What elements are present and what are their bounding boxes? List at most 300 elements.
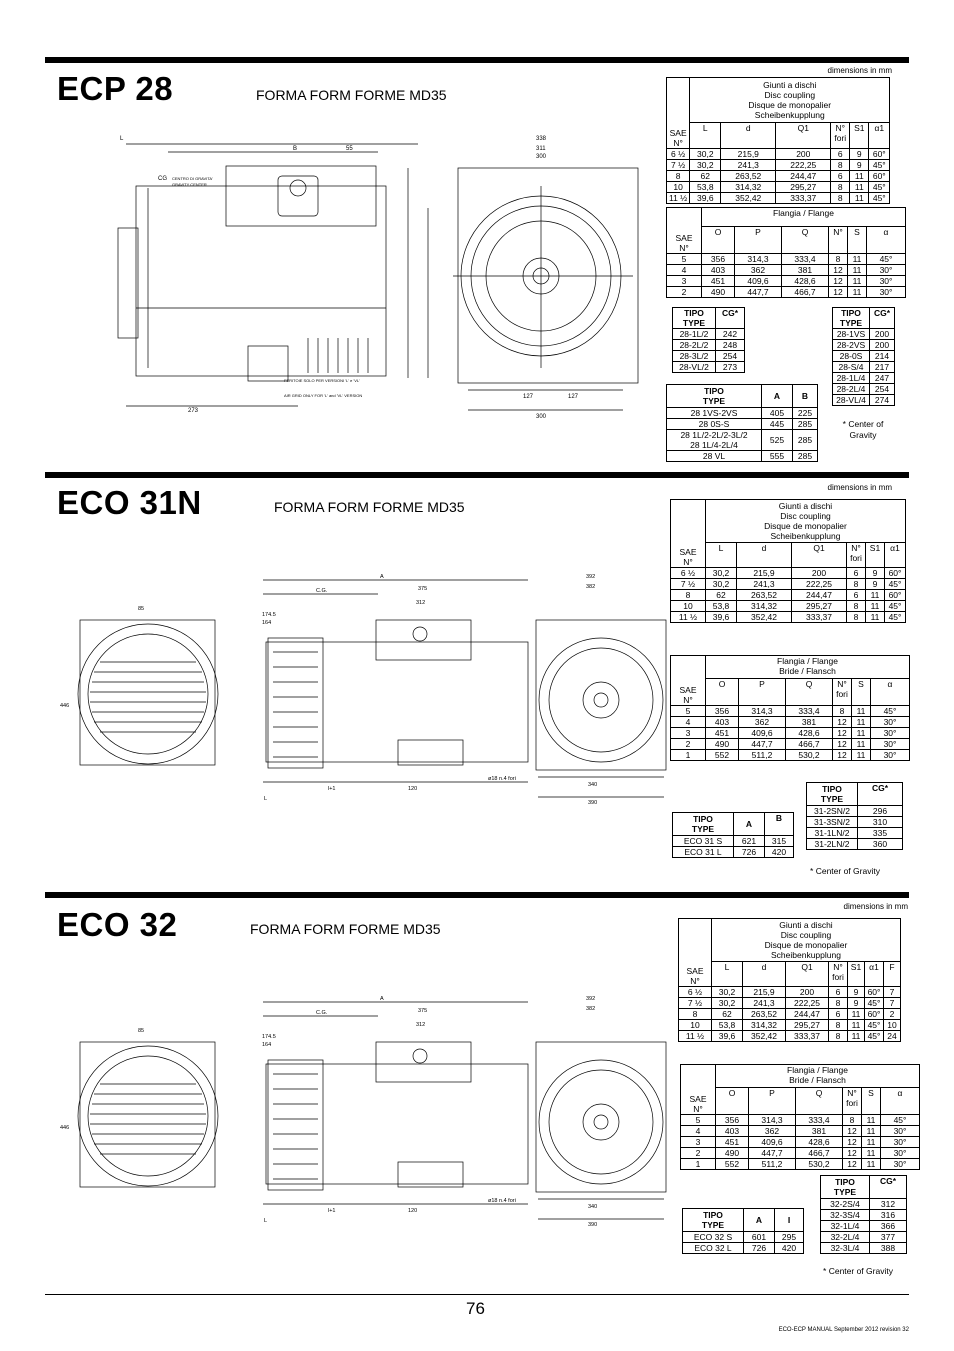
table-cell: 11: [848, 1031, 865, 1042]
table-cell: 451: [716, 1137, 749, 1148]
svg-text:340: 340: [588, 1204, 598, 1210]
table-cell: 314,32: [743, 1020, 786, 1031]
footer-divider: [45, 1294, 909, 1295]
table-row: [671, 739, 910, 750]
table-cell: 8: [679, 1009, 712, 1020]
table-cell: 409,6: [749, 1137, 796, 1148]
table-row: [671, 612, 906, 623]
table-row: [833, 329, 895, 340]
eco32-coupling-table: SAE N° Giunti a dischi Disc coupling Disque de monopalier Scheibenkupplung L d Q1 N° fori S1 α1 F 6 ½ 30,2 215,9 200 6 9 60° 7 7 ½ 30,2 241,3 222,25 8 9 45° 7 8 62 263,52 244,47 6 11 60° 2 10 53,8 314,32 295,27 8 11 45° 10 11 ½ 39,6 352,42 333,37 8 11 45° 24: [678, 918, 901, 1042]
table-row: [667, 430, 818, 451]
eco32-flange-table: SAE N° Flangia / Flange Bride / Flansch O P Q N° fori S α 5 356 314,3 333,4 8 11 45° 4 403 362 381 12 11 30° 3 451 409,6 428,6 12 11 30° 2 490 447,7 466,7 12 11 30° 1 552 511,2 530,2 12 11 30°: [680, 1064, 920, 1170]
table-row: [679, 1031, 901, 1042]
eco31n-cg-note: * Center of Gravity: [810, 866, 880, 876]
table-cell: 28-VL/4: [833, 395, 870, 406]
table-cell: 60°: [869, 149, 890, 160]
table-cell: 28-2L/2: [673, 340, 716, 351]
table-row: [667, 451, 818, 462]
table-cell: 511,2: [739, 750, 786, 761]
table-cell: 32-2L/4: [821, 1232, 870, 1243]
table-row: [681, 1137, 920, 1148]
table-cell: 39,6: [706, 612, 737, 623]
table-row: [673, 340, 745, 351]
table-cell: 12: [829, 265, 848, 276]
table-cell: 11: [852, 728, 871, 739]
section-divider: [45, 57, 909, 63]
table-cell: 447,7: [749, 1148, 796, 1159]
table-cell: 8: [847, 601, 866, 612]
column-header: SAE N°: [686, 966, 704, 986]
table-cell: 222,25: [792, 579, 847, 590]
svg-text:311: 311: [536, 146, 546, 152]
table-cell: 285: [793, 419, 818, 430]
table-cell: 356: [716, 1115, 749, 1126]
table-cell: 11: [848, 254, 867, 265]
ecp28-cg-table-left: TIPO TYPE CG* 28-1L/2 242 28-2L/2 248 28-3L/2 254 28-VL/2 273: [672, 307, 745, 373]
table-cell: 428,6: [796, 1137, 843, 1148]
table-row: [821, 1210, 907, 1221]
ecp28-ab-table: TIPO TYPE A B 28 1VS-2VS 405 225 28 0S-S 445 285 28 1L/2-2L/2-3L/2 28 1L/4-2L/4 525 285 28 VL 555 285: [666, 384, 818, 462]
section-divider: [45, 472, 909, 478]
table-cell: 7: [884, 998, 901, 1009]
table-cell: 11: [850, 182, 869, 193]
eco32-dimensions-note: dimensions in mm: [843, 902, 908, 911]
table-cell: 1: [681, 1159, 716, 1170]
table-cell: 39,6: [712, 1031, 743, 1042]
table-cell: 30°: [881, 1137, 920, 1148]
table-cell: 200: [786, 987, 829, 998]
table-cell: 62: [690, 171, 721, 182]
table-cell: 5: [667, 254, 702, 265]
table-cell: 403: [706, 717, 739, 728]
table-cell: 30°: [871, 750, 910, 761]
table-cell: 45°: [869, 182, 890, 193]
table-cell: 428,6: [786, 728, 833, 739]
svg-text:CG: CG: [158, 176, 167, 182]
svg-text:C.G.: C.G.: [316, 1010, 328, 1016]
table-cell: 45°: [869, 160, 890, 171]
table-cell: 30,2: [690, 149, 721, 160]
table-cell: 12: [843, 1126, 862, 1137]
eco31n-forma: FORMA FORM FORME MD35: [274, 499, 465, 515]
table-row: [681, 1126, 920, 1137]
table-cell: 12: [833, 739, 852, 750]
table-row: [683, 1243, 804, 1254]
table-cell: 214: [870, 351, 895, 362]
table-row: [821, 1243, 907, 1254]
svg-text:GRAVITY CENTER: GRAVITY CENTER: [172, 182, 207, 187]
table-cell: 6: [847, 568, 866, 579]
table-cell: 30,2: [712, 998, 743, 1009]
table-cell: 28-1L/2: [673, 329, 716, 340]
svg-text:L: L: [264, 796, 268, 802]
table-cell: 30,2: [706, 568, 737, 579]
manual-revision: ECO-ECP MANUAL September 2012 revision 32: [778, 1327, 909, 1333]
table-cell: 362: [739, 717, 786, 728]
table-cell: 217: [870, 362, 895, 373]
table-cell: 32-3L/4: [821, 1243, 870, 1254]
eco32-ab-table: TIPO TYPE A I ECO 32 S 601 295 ECO 32 L 726 420: [682, 1208, 804, 1254]
table-cell: 8: [667, 171, 690, 182]
svg-text:312: 312: [416, 600, 426, 606]
table-cell: 11: [848, 265, 867, 276]
coupling-header: Giunti a dischi Disc coupling Disque de monopalier Scheibenkupplung: [712, 919, 901, 962]
table-cell: 10: [679, 1020, 712, 1031]
table-cell: 200: [870, 340, 895, 351]
table-cell: 12: [843, 1159, 862, 1170]
table-cell: 445: [762, 419, 793, 430]
table-cell: 31-3SN/2: [807, 817, 858, 828]
table-cell: 215,9: [721, 149, 776, 160]
svg-text:120: 120: [408, 786, 418, 792]
table-cell: 28-0S: [833, 351, 870, 362]
svg-text:382: 382: [586, 584, 596, 590]
table-cell: 466,7: [782, 287, 829, 298]
svg-text:375: 375: [418, 1008, 428, 1014]
table-cell: 726: [744, 1243, 775, 1254]
table-cell: 60°: [869, 171, 890, 182]
table-cell: 333,37: [786, 1031, 829, 1042]
table-cell: 30°: [867, 265, 906, 276]
svg-text:l+1: l+1: [328, 1208, 336, 1214]
table-cell: 11: [852, 706, 871, 717]
table-cell: 403: [702, 265, 735, 276]
eco32-cg-note: * Center of Gravity: [823, 1266, 893, 1276]
flange-header: Flangia / Flange Bride / Flansch: [706, 656, 910, 679]
table-row: [671, 750, 910, 761]
svg-text:338: 338: [536, 136, 547, 142]
ecp28-dimensions-note: dimensions in mm: [827, 66, 892, 75]
table-cell: ECO 32 L: [683, 1243, 744, 1254]
table-row: [673, 329, 745, 340]
table-cell: 28 1L/2-2L/2-3L/2 28 1L/4-2L/4: [667, 430, 762, 451]
table-cell: 310: [858, 817, 903, 828]
coupling-header: Giunti a dischi Disc coupling Disque de monopalier Scheibenkupplung: [706, 500, 906, 543]
page-number: 76: [466, 1299, 485, 1318]
ecp28-flange-table: SAE N° Flangia / Flange O P Q N° S α 5 356 314,3 333,4 8 11 45° 4 403 362 381 12 11 30° 3 451 409,6 428,6 12 11 30° 2 490 447,7 466,7 12 11 30°: [666, 207, 906, 298]
table-cell: 295,27: [786, 1020, 829, 1031]
table-cell: 244,47: [776, 171, 831, 182]
table-cell: 295: [775, 1232, 804, 1243]
table-row: [833, 395, 895, 406]
table-cell: 4: [671, 717, 706, 728]
table-cell: 30°: [871, 739, 910, 750]
table-cell: 7 ½: [667, 160, 690, 171]
table-cell: 10: [671, 601, 706, 612]
table-cell: 241,3: [743, 998, 786, 1009]
table-cell: 28-2VS: [833, 340, 870, 351]
table-cell: 263,52: [737, 590, 792, 601]
table-cell: 8: [847, 612, 866, 623]
table-cell: 3: [667, 276, 702, 287]
table-row: [671, 568, 906, 579]
table-cell: 428,6: [782, 276, 829, 287]
svg-text:273: 273: [188, 408, 199, 414]
table-cell: 314,32: [737, 601, 792, 612]
table-cell: 6 ½: [671, 568, 706, 579]
eco31n-dimensions-note: dimensions in mm: [827, 483, 892, 492]
table-cell: 62: [712, 1009, 743, 1020]
table-cell: 60°: [885, 590, 906, 601]
table-cell: 11: [850, 171, 869, 182]
table-cell: 9: [866, 579, 885, 590]
table-cell: 263,52: [721, 171, 776, 182]
table-row: [679, 987, 901, 998]
table-cell: 315: [765, 836, 794, 847]
svg-text:120: 120: [408, 1208, 418, 1214]
table-cell: 45°: [865, 1031, 884, 1042]
table-row: [667, 265, 906, 276]
svg-text:L: L: [120, 136, 124, 142]
table-cell: 335: [858, 828, 903, 839]
table-cell: 333,4: [782, 254, 829, 265]
table-cell: 30,2: [706, 579, 737, 590]
table-row: [673, 847, 794, 858]
table-cell: 11: [852, 739, 871, 750]
svg-text:392: 392: [586, 574, 596, 580]
table-cell: 28 VL: [667, 451, 762, 462]
table-cell: 360: [858, 839, 903, 850]
table-cell: 241,3: [737, 579, 792, 590]
table-cell: ECO 31 S: [673, 836, 734, 847]
table-row: [807, 828, 903, 839]
table-cell: 10: [667, 182, 690, 193]
table-cell: 11: [848, 1009, 865, 1020]
table-cell: 8: [831, 160, 850, 171]
table-cell: 11: [866, 612, 885, 623]
table-cell: 552: [706, 750, 739, 761]
table-row: [683, 1232, 804, 1243]
table-cell: 4: [667, 265, 702, 276]
eco31n-cg-table: TIPO TYPE CG* 31-2SN/2 296 31-3SN/2 310 31-1LN/2 335 31-2LN/2 360: [806, 782, 903, 850]
column-header: SAE N°: [679, 547, 697, 567]
table-cell: 490: [716, 1148, 749, 1159]
eco31n-flange-table: SAE N° Flangia / Flange Bride / Flansch O P Q N° fori S α 5 356 314,3 333,4 8 11 45° 4 403 362 381 12 11 30° 3 451 409,6 428,6 12 11 30° 2 490 447,7 466,7 12 11 30° 1 552 511,2 530,2 12 11 30°: [670, 655, 910, 761]
svg-text:174.5: 174.5: [262, 612, 276, 618]
ecp28-technical-drawing: [108, 128, 663, 420]
table-cell: 30,2: [712, 987, 743, 998]
table-cell: 314,3: [739, 706, 786, 717]
table-cell: 30°: [867, 287, 906, 298]
table-cell: 381: [782, 265, 829, 276]
table-row: [833, 351, 895, 362]
table-row: [667, 160, 890, 171]
svg-text:l+1: l+1: [328, 786, 336, 792]
table-row: [673, 351, 745, 362]
table-cell: 8: [831, 182, 850, 193]
table-cell: 10: [884, 1020, 901, 1031]
table-cell: 30°: [867, 276, 906, 287]
table-cell: 466,7: [786, 739, 833, 750]
svg-text:C.G.: C.G.: [316, 588, 328, 594]
table-cell: 409,6: [735, 276, 782, 287]
table-row: [807, 817, 903, 828]
table-cell: 53,8: [712, 1020, 743, 1031]
table-cell: 2: [671, 739, 706, 750]
table-row: [667, 193, 890, 204]
table-cell: 8: [833, 706, 852, 717]
table-row: [807, 839, 903, 850]
column-header: SAE N°: [689, 1094, 707, 1114]
table-cell: 11: [862, 1126, 881, 1137]
table-cell: 11: [866, 601, 885, 612]
table-cell: 8: [847, 579, 866, 590]
table-cell: 381: [796, 1126, 843, 1137]
table-row: [671, 728, 910, 739]
table-cell: 314,3: [749, 1115, 796, 1126]
table-cell: 333,4: [786, 706, 833, 717]
table-cell: 1: [671, 750, 706, 761]
table-cell: 333,4: [796, 1115, 843, 1126]
eco32-title: ECO 32: [57, 906, 178, 943]
table-cell: 200: [792, 568, 847, 579]
table-cell: 447,7: [735, 287, 782, 298]
svg-text:164: 164: [262, 620, 272, 626]
table-cell: 60°: [885, 568, 906, 579]
table-cell: 273: [716, 362, 745, 373]
svg-text:55: 55: [346, 146, 353, 152]
table-cell: 11 ½: [671, 612, 706, 623]
table-cell: 9: [850, 160, 869, 171]
table-row: [681, 1159, 920, 1170]
table-cell: 11: [862, 1137, 881, 1148]
table-cell: 12: [829, 276, 848, 287]
table-cell: 247: [870, 373, 895, 384]
table-cell: 28-S/4: [833, 362, 870, 373]
table-cell: 451: [702, 276, 735, 287]
eco31n-technical-drawing: [58, 572, 668, 807]
flange-header: Flangia / Flange Bride / Flansch: [716, 1065, 920, 1088]
table-cell: 45°: [869, 193, 890, 204]
table-row: [681, 1148, 920, 1159]
table-cell: 53,8: [706, 601, 737, 612]
column-header: SAE N°: [669, 128, 687, 148]
eco31n-ab-table: TIPO TYPE A B ECO 31 S 621 315 ECO 31 L 726 420: [672, 812, 794, 858]
table-row: [833, 340, 895, 351]
table-cell: 8: [829, 998, 848, 1009]
table-cell: 352,42: [721, 193, 776, 204]
coupling-header: Giunti a dischi Disc coupling Disque de monopalier Scheibenkupplung: [690, 78, 890, 123]
table-cell: 511,2: [749, 1159, 796, 1170]
table-cell: 8: [843, 1115, 862, 1126]
svg-text:390: 390: [588, 1222, 598, 1228]
eco32-cg-table: TIPO TYPE CG* 32-2S/4 312 32-3S/4 316 32-1L/4 366 32-2L/4 377 32-3L/4 388: [820, 1175, 907, 1254]
table-cell: 362: [749, 1126, 796, 1137]
table-cell: 11: [848, 276, 867, 287]
table-cell: 8: [831, 193, 850, 204]
svg-text:446: 446: [60, 1125, 70, 1131]
table-cell: 244,47: [786, 1009, 829, 1020]
svg-text:127: 127: [523, 394, 534, 400]
table-cell: 530,2: [796, 1159, 843, 1170]
table-cell: 6: [829, 987, 848, 998]
svg-text:382: 382: [586, 1006, 596, 1012]
table-cell: 6: [831, 171, 850, 182]
table-cell: 242: [716, 329, 745, 340]
table-row: [671, 579, 906, 590]
table-cell: 8: [829, 1020, 848, 1031]
svg-text:174.5: 174.5: [262, 1034, 276, 1040]
table-cell: 225: [793, 408, 818, 419]
table-cell: 7: [884, 987, 901, 998]
svg-text:300: 300: [536, 414, 547, 420]
table-cell: 525: [762, 430, 793, 451]
table-cell: 28-3L/2: [673, 351, 716, 362]
svg-text:L: L: [264, 1218, 268, 1224]
table-row: [821, 1232, 907, 1243]
table-cell: 8: [671, 590, 706, 601]
table-cell: 248: [716, 340, 745, 351]
table-cell: 31-2LN/2: [807, 839, 858, 850]
table-cell: 7 ½: [671, 579, 706, 590]
table-cell: 356: [706, 706, 739, 717]
table-cell: 2: [681, 1148, 716, 1159]
table-cell: 222,25: [776, 160, 831, 171]
table-cell: 405: [762, 408, 793, 419]
table-cell: 11: [848, 1020, 865, 1031]
eco31n-coupling-table: SAE N° Giunti a dischi Disc coupling Disque de monopalier Scheibenkupplung L d Q1 N° fori S1 α1 6 ½ 30,2 215,9 200 6 9 60° 7 ½ 30,2 241,3 222,25 8 9 45° 8 62 263,52 244,47 6 11 60° 10 53,8 314,32 295,27 8 11 45° 11 ½ 39,6 352,42 333,37 8 11 45°: [670, 499, 906, 623]
table-row: [671, 706, 910, 717]
table-cell: 490: [702, 287, 735, 298]
table-cell: 11: [850, 193, 869, 204]
section-divider: [45, 892, 909, 898]
table-cell: 621: [734, 836, 765, 847]
svg-text:300: 300: [536, 154, 547, 160]
table-cell: 274: [870, 395, 895, 406]
table-cell: 601: [744, 1232, 775, 1243]
table-cell: 12: [843, 1148, 862, 1159]
table-cell: 45°: [865, 1020, 884, 1031]
table-cell: 466,7: [796, 1148, 843, 1159]
table-row: [679, 1009, 901, 1020]
ecp28-coupling-table: SAE N° Giunti a dischi Disc coupling Disque de monopalier Scheibenkupplung L d Q1 N° fori S1 α1 6 ½ 30,2 215,9 200 6 9 60° 7 ½ 30,2 241,3 222,25 8 9 45° 8 62 263,52 244,47 6 11 60° 10 53,8 314,32 295,27 8 11 45° 11 ½ 39,6 352,42 333,37 8 11 45°: [666, 77, 890, 204]
svg-text:390: 390: [588, 800, 598, 806]
table-cell: 420: [775, 1243, 804, 1254]
table-cell: 726: [734, 847, 765, 858]
svg-text:AIR GRID ONLY FOR 'L' and 'VL': AIR GRID ONLY FOR 'L' and 'VL' VERSION: [284, 393, 363, 398]
table-cell: 30°: [871, 728, 910, 739]
table-cell: 11: [866, 590, 885, 601]
table-cell: 12: [833, 750, 852, 761]
svg-text:85: 85: [138, 1028, 145, 1034]
table-cell: 30,2: [690, 160, 721, 171]
table-cell: 420: [765, 847, 794, 858]
table-cell: 530,2: [786, 750, 833, 761]
table-row: [833, 384, 895, 395]
table-cell: 53,8: [690, 182, 721, 193]
table-row: [679, 998, 901, 1009]
table-cell: 45°: [865, 998, 884, 1009]
table-row: [807, 806, 903, 817]
table-row: [821, 1199, 907, 1210]
eco32-forma: FORMA FORM FORME MD35: [250, 921, 441, 937]
table-cell: 352,42: [737, 612, 792, 623]
table-cell: 32-1L/4: [821, 1221, 870, 1232]
table-cell: 9: [848, 998, 865, 1009]
svg-text:FERITOIE SOLO PER VERSIONI 'L': FERITOIE SOLO PER VERSIONI 'L' e 'VL': [284, 378, 360, 383]
table-row: [833, 362, 895, 373]
svg-text:CENTRO DI GRAVITA': CENTRO DI GRAVITA': [172, 176, 213, 181]
table-row: [667, 276, 906, 287]
table-cell: 62: [706, 590, 737, 601]
table-cell: 8: [829, 1031, 848, 1042]
table-cell: ECO 32 S: [683, 1232, 744, 1243]
svg-text:164: 164: [262, 1042, 272, 1048]
table-cell: 12: [843, 1137, 862, 1148]
table-cell: 2: [884, 1009, 901, 1020]
table-cell: 314,3: [735, 254, 782, 265]
table-cell: 9: [866, 568, 885, 579]
